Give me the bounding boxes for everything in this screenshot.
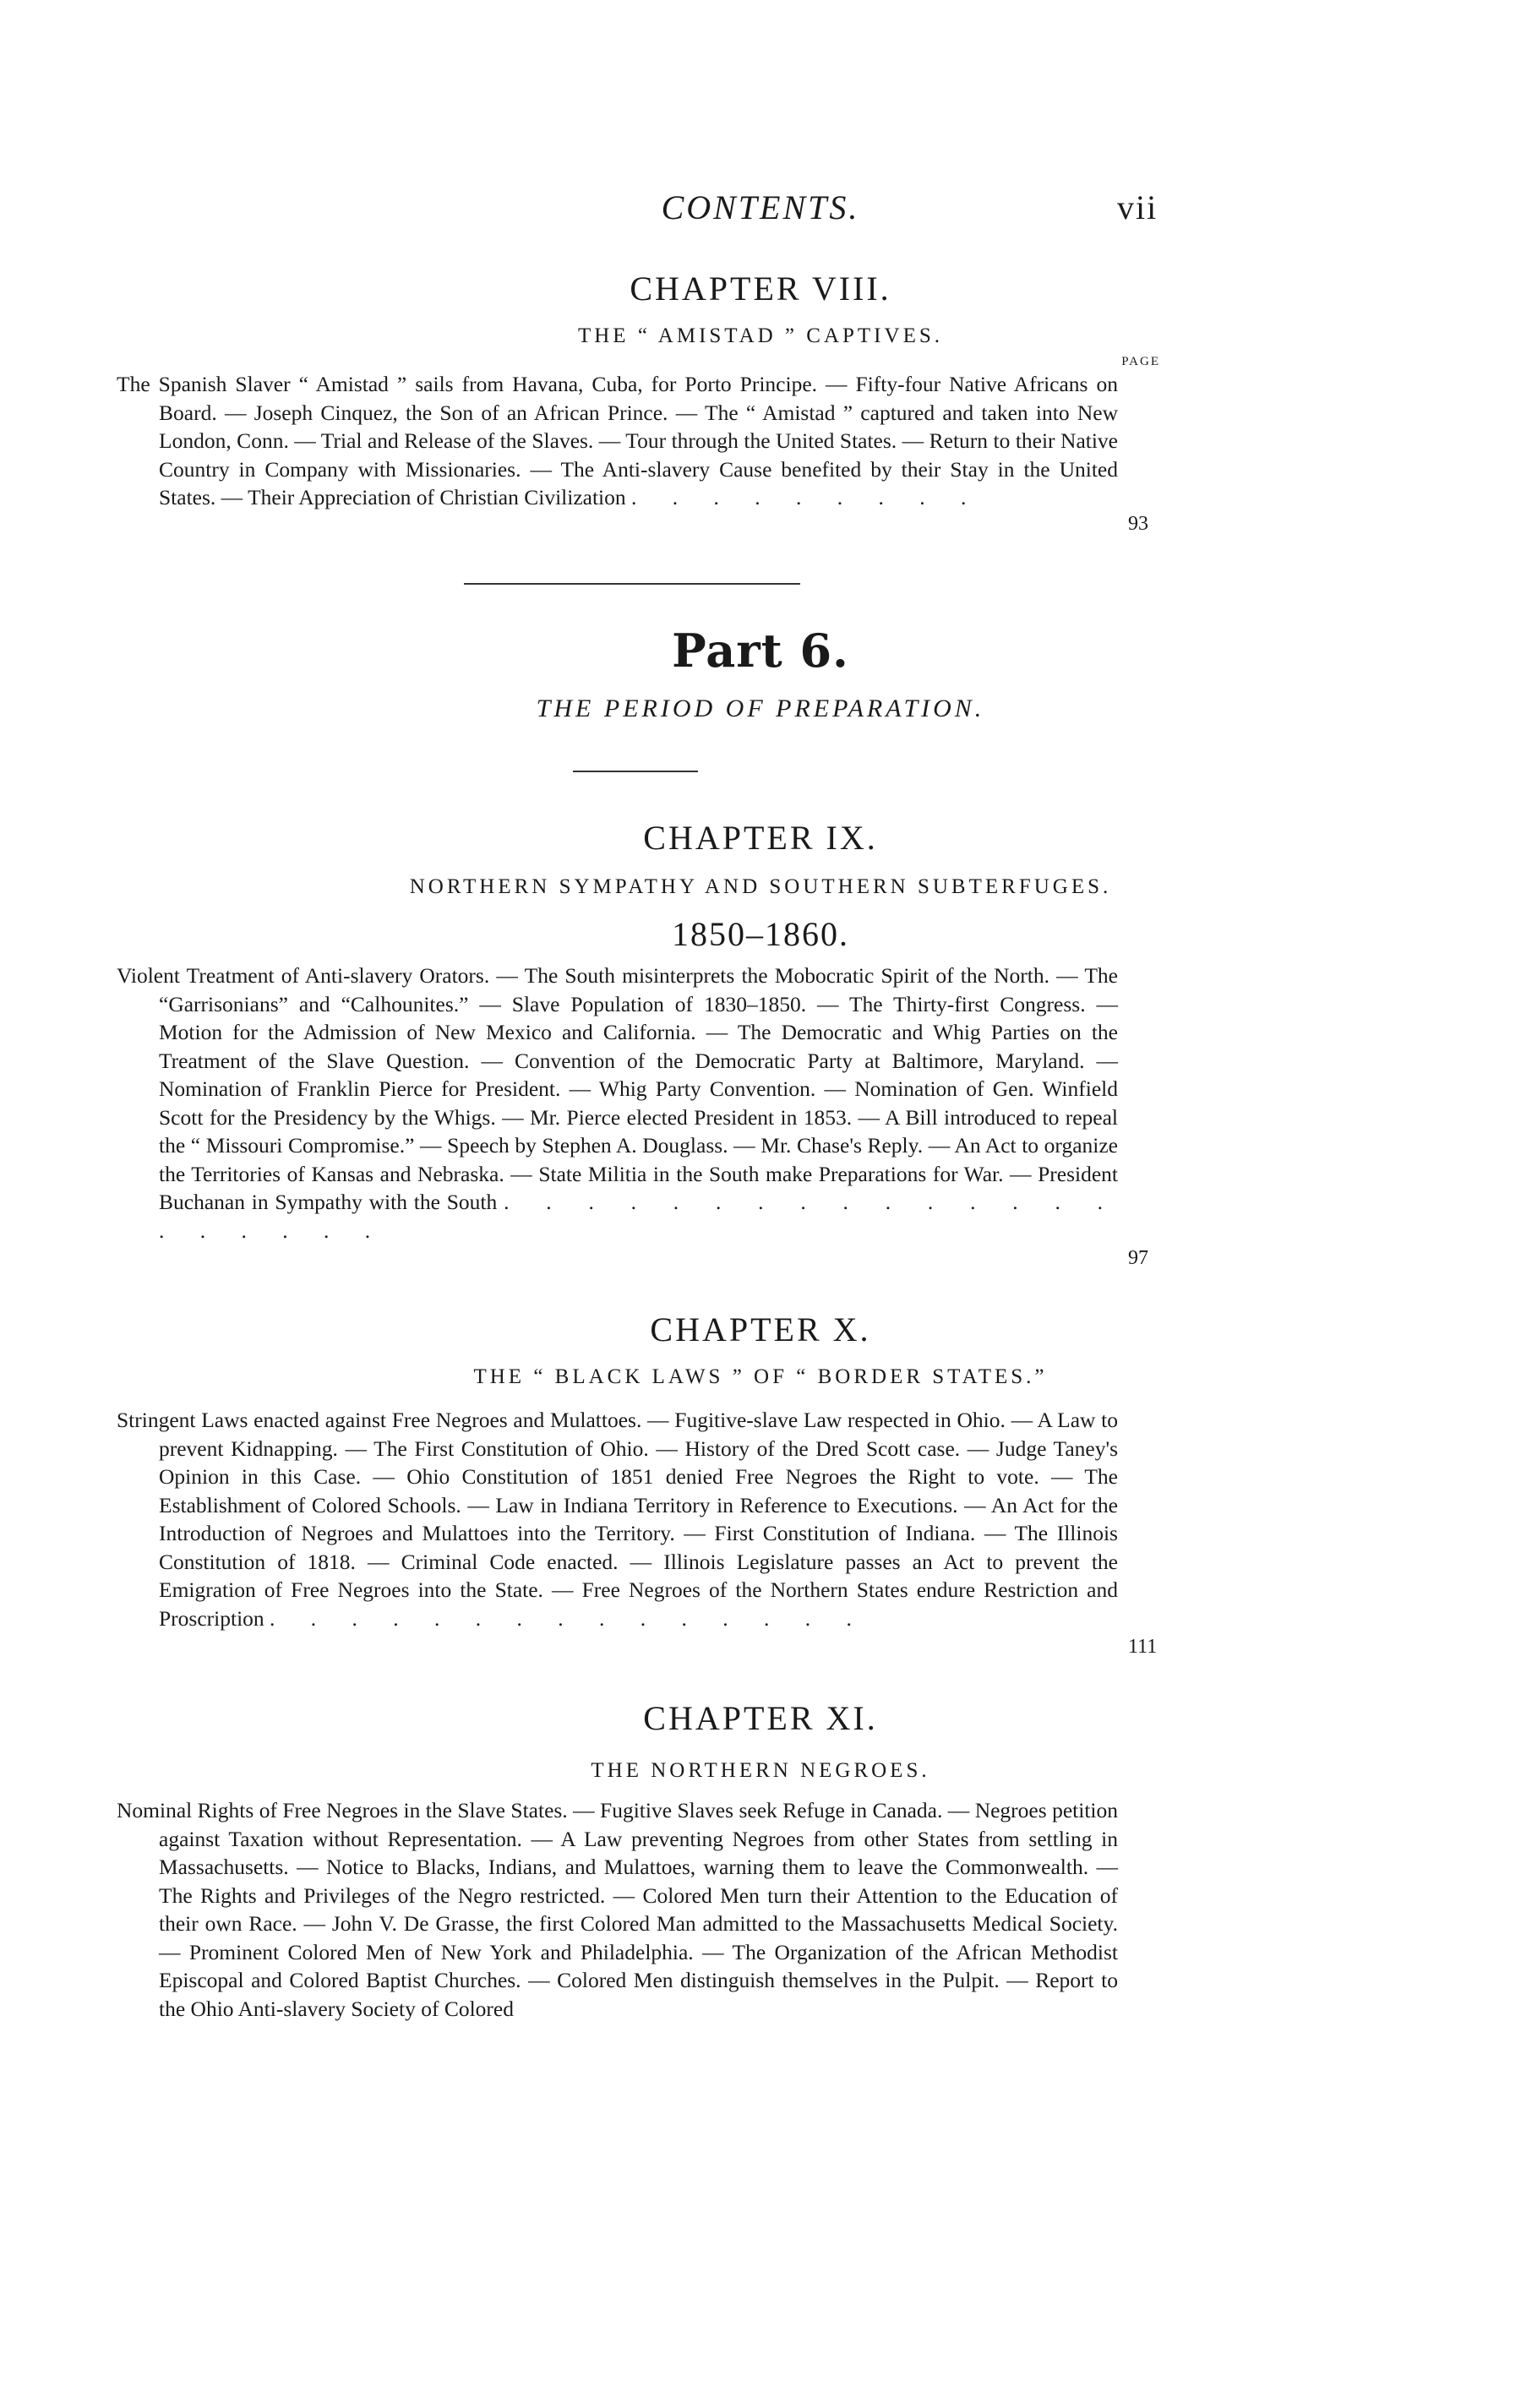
- chapter-8-page-number: 93: [1128, 513, 1148, 535]
- chapter-9-years: 1850–1860.: [672, 915, 849, 953]
- folio-page-number: vii: [1117, 188, 1158, 226]
- chapter-10-page-number: 111: [1128, 1636, 1158, 1658]
- chapter-8-subtitle: THE “ AMISTAD ” CAPTIVES.: [577, 324, 943, 347]
- chapter-10-title: CHAPTER X.: [650, 1310, 871, 1348]
- chapter-8-summary: [117, 370, 1118, 543]
- chapter-8-leader-dots: . . . . . . . . .: [631, 485, 982, 509]
- page-column-label: PAGE: [1121, 355, 1160, 368]
- chapter-11-summary: [117, 1796, 1118, 2058]
- chapter-11-title: CHAPTER XI.: [643, 1699, 878, 1737]
- running-title: CONTENTS.: [661, 188, 860, 226]
- chapter-10-summary: [117, 1406, 1118, 1668]
- chapter-8-title: CHAPTER VIII.: [630, 270, 891, 308]
- chapter-9-title: CHAPTER IX.: [643, 819, 878, 857]
- chapter-9-page-number: 97: [1128, 1247, 1148, 1269]
- chapter-9-summary: [117, 962, 1118, 1278]
- chapter-8-summary-text: The Spanish Slaver “ Amistad ” sails from Havana, Cuba, for Porto Principe. — Fifty-four Native Africans on Board. — Joseph Cinquez, the Son of an African Prince. — The “ Amistad ” captured and taken into New London, Conn. — Trial and Release of the Slaves. — Tour through the United States. — Return to their Native Country in Company with Missionaries. — The Anti-slavery Cause benefited by their Stay in the United States. — Their Appreciation of Christian Civilization: [117, 372, 1118, 509]
- chapter-11-summary-text: Nominal Rights of Free Negroes in the Slave States. — Fugitive Slaves seek Refuge in Canada. — Negroes petition against Taxation without Representation. — A Law preventing Negroes from other States from settling in Massachusetts. — Notice to Blacks, Indians, and Mulattoes, warning them to leave the Commonwealth. — The Rights and Privileges of the Negro restricted. — Colored Men turn their Attention to the Education of their own Race. — John V. De Grasse, the first Colored Man admitted to the Massachusetts Medical Society. — Prominent Colored Men of New York and Philadelphia. — The Organization of the African Methodist Episcopal and Colored Baptist Churches. — Colored Men distinguish themselves in the Pulpit. — Report to the Ohio Anti-slavery Society of Colored: [117, 1798, 1118, 2021]
- chapter-9-subtitle: NORTHERN SYMPATHY AND SOUTHERN SUBTERFUGES.: [409, 875, 1112, 898]
- chapter-9-leader-dots: . . . . . . . . . . . . . . . . . . . . .: [159, 1190, 1119, 1243]
- chapter-10-leader-dots: . . . . . . . . . . . . . . .: [270, 1605, 867, 1631]
- section-divider-rule: [464, 583, 800, 585]
- chapter-10-summary-text: Stringent Laws enacted against Free Negroes and Mulattoes. — Fugitive-slave Law respected in Ohio. — A Law to prevent Kidnapping. — The First Constitution of Ohio. — History of the Dred Scott case. — Judge Taney's Opinion in this Case. — Ohio Constitution of 1851 denied Free Negroes the Right to vote. — The Establishment of Colored Schools. — Law in Indiana Territory in Reference to Executions. — An Act for the Introduction of Negroes and Mulattoes into the Territory. — First Constitution of Indiana. — The Illinois Constitution of 1818. — Criminal Code enacted. — Illinois Legislature passes an Act to prevent the Emigration of Free Negroes into the State. — Free Negroes of the Northern States endure Restriction and Proscription: [117, 1408, 1118, 1631]
- chapter-11-subtitle: THE NORTHERN NEGROES.: [591, 1759, 930, 1782]
- part-divider-rule: [573, 771, 698, 772]
- part-6-subtitle: THE PERIOD OF PREPARATION.: [536, 695, 985, 722]
- chapter-10-subtitle: THE “ BLACK LAWS ” OF “ BORDER STATES.”: [473, 1365, 1048, 1388]
- chapter-9-summary-text: Violent Treatment of Anti-slavery Orators. — The South misinterprets the Mobocratic Spirit of the North. — The “Garrisonians” and “Calhounites.” — Slave Population of 1830–1850. — The Thirty-first Congress. — Motion for the Admission of New Mexico and California. — The Democratic and Whig Parties on the Treatment of the Slave Question. — Convention of the Democratic Party at Baltimore, Maryland. — Nomination of Franklin Pierce for President. — Whig Party Convention. — Nomination of Gen. Winfield Scott for the Presidency by the Whigs. — Mr. Pierce elected President in 1853. — A Bill introduced to repeal the “ Missouri Compromise.” — Speech by Stephen A. Douglass. — Mr. Chase's Reply. — An Act to organize the Territories of Kansas and Nebraska. — State Militia in the South make Preparations for War. — President Buchanan in Sympathy with the South: [117, 963, 1118, 1214]
- part-6-heading: Part 6.: [672, 624, 849, 678]
